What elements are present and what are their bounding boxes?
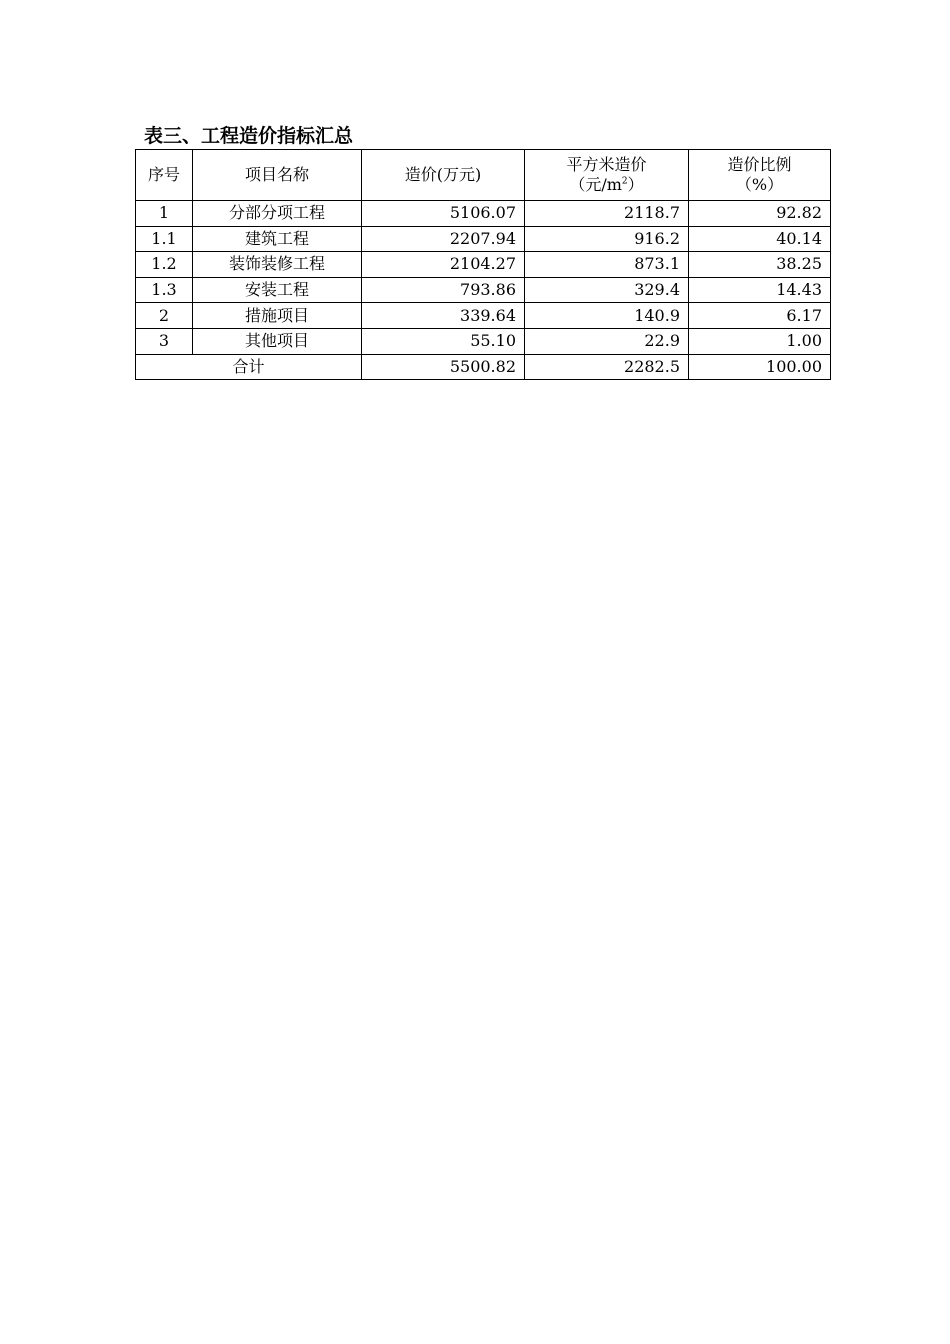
table-row <box>136 226 831 252</box>
header-unit-cost-sup: 2 <box>621 176 628 187</box>
cell-cost: 5106.07 <box>362 201 525 227</box>
table-header <box>136 150 831 201</box>
cell-unit-cost: 916.2 <box>525 226 689 252</box>
total-unit-cost: 2282.5 <box>525 354 689 380</box>
cell-name: 措施项目 <box>193 303 362 329</box>
cell-unit-cost: 2118.7 <box>525 201 689 227</box>
header-unit-cost-prefix: （元/m <box>569 175 622 194</box>
header-unit-cost-suffix: ） <box>627 175 644 194</box>
table-row <box>136 303 831 329</box>
cell-ratio: 14.43 <box>689 277 831 303</box>
cell-ratio: 6.17 <box>689 303 831 329</box>
header-ratio <box>689 150 831 201</box>
cell-cost: 2104.27 <box>362 252 525 278</box>
header-seq: 序号 <box>136 150 193 201</box>
cell-seq: 1 <box>136 201 193 227</box>
header-unit-cost <box>525 150 689 201</box>
cell-cost: 339.64 <box>362 303 525 329</box>
total-label: 合计 <box>136 354 362 380</box>
cell-name: 其他项目 <box>193 328 362 354</box>
cell-ratio: 1.00 <box>689 328 831 354</box>
cell-seq: 1.2 <box>136 252 193 278</box>
cell-unit-cost: 140.9 <box>525 303 689 329</box>
cell-name: 分部分项工程 <box>193 201 362 227</box>
header-unit-cost-line2 <box>533 175 680 195</box>
cell-unit-cost: 329.4 <box>525 277 689 303</box>
page-title: 表三、工程造价指标汇总 <box>144 125 354 147</box>
table-row <box>136 328 831 354</box>
total-cost: 5500.82 <box>362 354 525 380</box>
cell-seq: 1.1 <box>136 226 193 252</box>
header-ratio-line2: （%） <box>735 175 784 194</box>
header-name: 项目名称 <box>193 150 362 201</box>
total-ratio: 100.00 <box>689 354 831 380</box>
total-row <box>136 354 831 380</box>
cost-index-summary-table <box>135 149 831 380</box>
header-unit-cost-line1: 平方米造价 <box>566 155 647 174</box>
cell-seq: 1.3 <box>136 277 193 303</box>
table-row <box>136 252 831 278</box>
table-row <box>136 201 831 227</box>
cell-name: 建筑工程 <box>193 226 362 252</box>
cell-ratio: 40.14 <box>689 226 831 252</box>
header-ratio-line1: 造价比例 <box>727 155 792 174</box>
cell-unit-cost: 873.1 <box>525 252 689 278</box>
cell-seq: 3 <box>136 328 193 354</box>
cell-unit-cost: 22.9 <box>525 328 689 354</box>
cell-cost: 55.10 <box>362 328 525 354</box>
cell-name: 安装工程 <box>193 277 362 303</box>
header-cost: 造价(万元) <box>362 150 525 201</box>
header-row <box>136 150 831 201</box>
cell-cost: 2207.94 <box>362 226 525 252</box>
cell-ratio: 92.82 <box>689 201 831 227</box>
table-row <box>136 277 831 303</box>
cell-name: 装饰装修工程 <box>193 252 362 278</box>
cell-cost: 793.86 <box>362 277 525 303</box>
cell-seq: 2 <box>136 303 193 329</box>
table-body <box>136 201 831 380</box>
cell-ratio: 38.25 <box>689 252 831 278</box>
